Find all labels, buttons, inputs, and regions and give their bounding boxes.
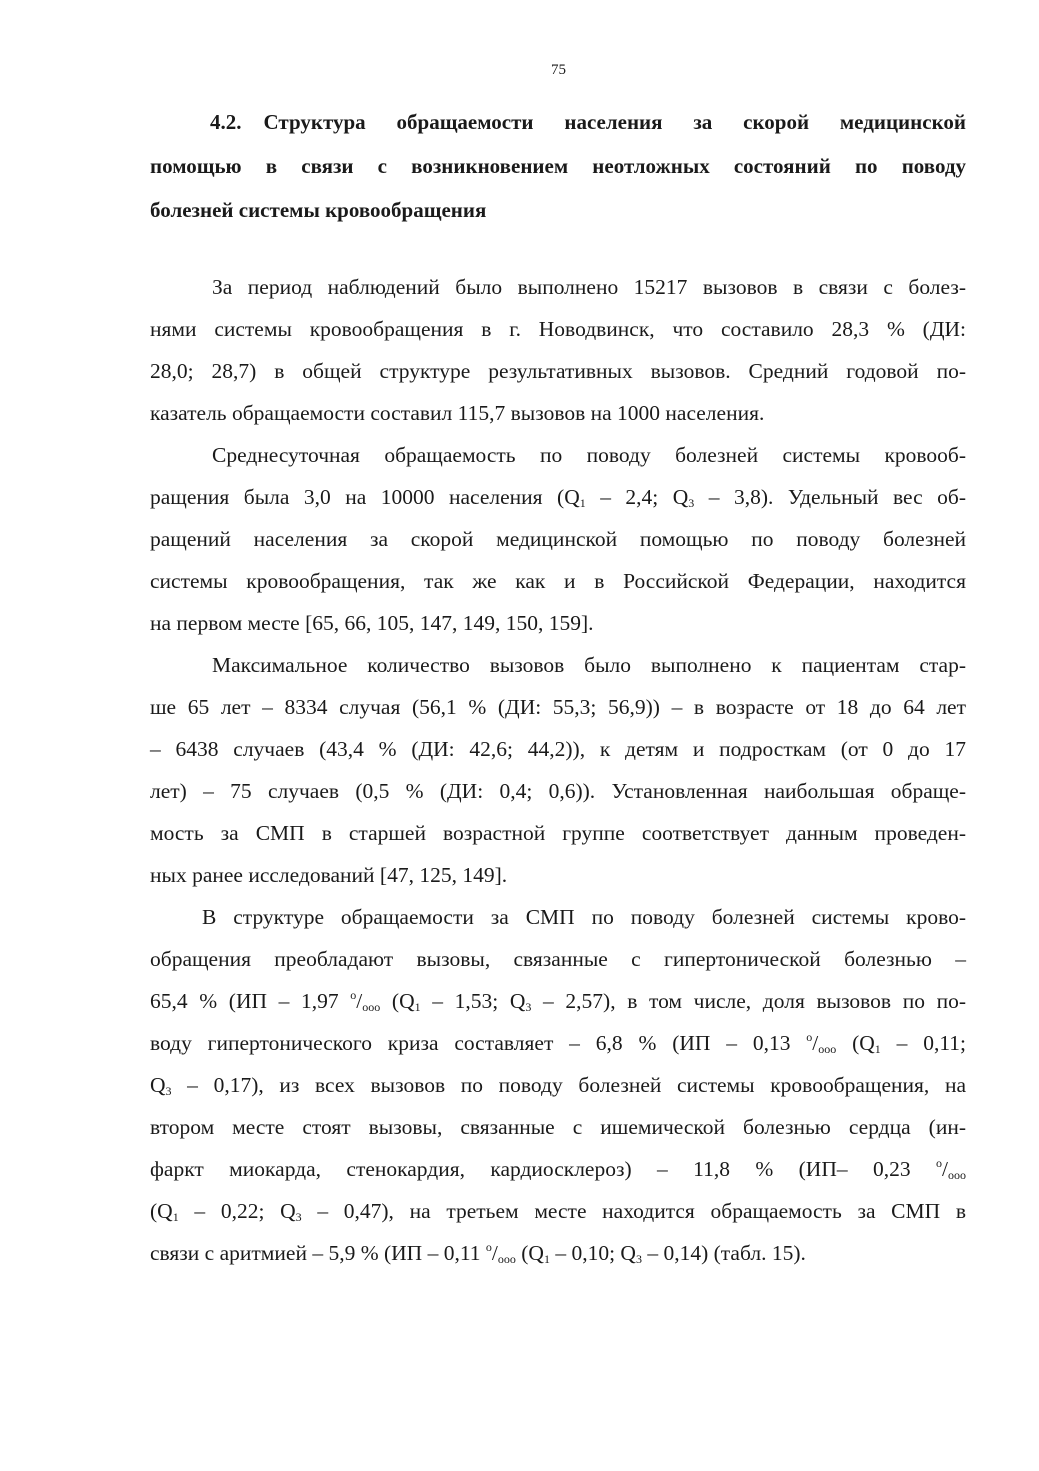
- text-line: ращений населения за скорой медицинской помощью по поводу болезней: [150, 527, 966, 551]
- text-line: Максимальное количество вызовов было выполнено к пациентам стар-: [212, 653, 966, 677]
- paragraph-1: [150, 266, 966, 434]
- text-line: За период наблюдений было выполнено 15217 вызовов в связи с болез-: [212, 275, 966, 299]
- page-number: 75: [551, 62, 566, 78]
- paragraph-4: [150, 896, 966, 1274]
- text-line: воду гипертонического криза составляет – 6,8 % (ИП – 0,13 $^о/_{ооо}$ ($Q_1 - 0,11$;: [150, 1030, 967, 1056]
- section-heading: [150, 100, 966, 232]
- text-line: ных ранее исследований [47, 125, 149].: [150, 863, 508, 887]
- heading-line-2: помощью в связи с возникновением неотложных состояний по поводу: [150, 154, 966, 178]
- text-line: обращения преобладают вызовы, связанные с гипертонической болезнью –: [150, 947, 966, 971]
- section-number: 4.2.: [210, 110, 242, 134]
- text-line: Среднесуточная обращаемость по поводу болезней системы кровооб-: [212, 443, 966, 467]
- text-line: ше 65 лет – 8334 случая (56,1 % (ДИ: 55,3; 56,9)) – в возрасте от 18 до 64 лет: [150, 695, 966, 719]
- text-line: ($Q_1 - 0,22$; $Q_3 - 0,47$), на третьем месте находится обращаемость за СМП в: [150, 1199, 966, 1224]
- text-line: лет) – 75 случаев (0,5 % (ДИ: 0,4; 0,6)). Установленная наибольшая обраще-: [150, 779, 966, 803]
- text-line: $Q_3 - 0,17$), из всех вызовов по поводу болезней системы кровообращения, на: [150, 1073, 966, 1098]
- paragraph-3: [150, 644, 966, 896]
- text-line: на первом месте [65, 66, 105, 147, 149, 150, 159].: [150, 611, 594, 635]
- body-text: [150, 266, 966, 1274]
- heading-line-3: болезней системы кровообращения: [150, 198, 487, 222]
- text-line: казатель обращаемости составил 115,7 вызовов на 1000 населения.: [150, 401, 765, 425]
- heading-line-1: 4.2. Структура обращаемости населения за скорой медицинской: [210, 110, 966, 134]
- text-line: фаркт миокарда, стенокардия, кардиосклероз) – 11,8 % (ИП– 0,23 $^о/_{ооо}$: [150, 1156, 966, 1182]
- text-line: В структуре обращаемости за СМП по поводу болезней системы крово-: [202, 905, 966, 929]
- text-line: ращения была 3,0 на 10000 населения ($Q_1 - 2,4$; $Q_3 - 3,8$). Удельный вес об-: [150, 485, 967, 510]
- text-line: 65,4 % (ИП – 1,97 $^о/_{ооо}$ ($Q_1 - 1,53$; $Q_3 - 2,57$), в том числе, доля вызовов по по-: [150, 988, 967, 1014]
- text-line: связи с аритмией – 5,9 % (ИП – 0,11 $^о/_{ооо}$ ($Q_1 - 0,10$; $Q_3 - 0,14$) (табл. 15).: [150, 1240, 806, 1266]
- text-line: втором месте стоят вызовы, связанные с ишемической болезнью сердца (ин-: [150, 1115, 966, 1139]
- paragraph-2: [150, 434, 966, 644]
- text-line: системы кровообращения, так же как и в Российской Федерации, находится: [150, 569, 966, 593]
- text-line: нями системы кровообращения в г. Новодвинск, что составило 28,3 % (ДИ:: [150, 317, 966, 341]
- text-line: мость за СМП в старшей возрастной группе соответствует данным проведен-: [150, 821, 966, 845]
- text-line: – 6438 случаев (43,4 % (ДИ: 42,6; 44,2)), к детям и подросткам (от 0 до 17: [150, 737, 966, 761]
- text-line: 28,0; 28,7) в общей структуре результативных вызовов. Средний годовой по-: [150, 359, 966, 383]
